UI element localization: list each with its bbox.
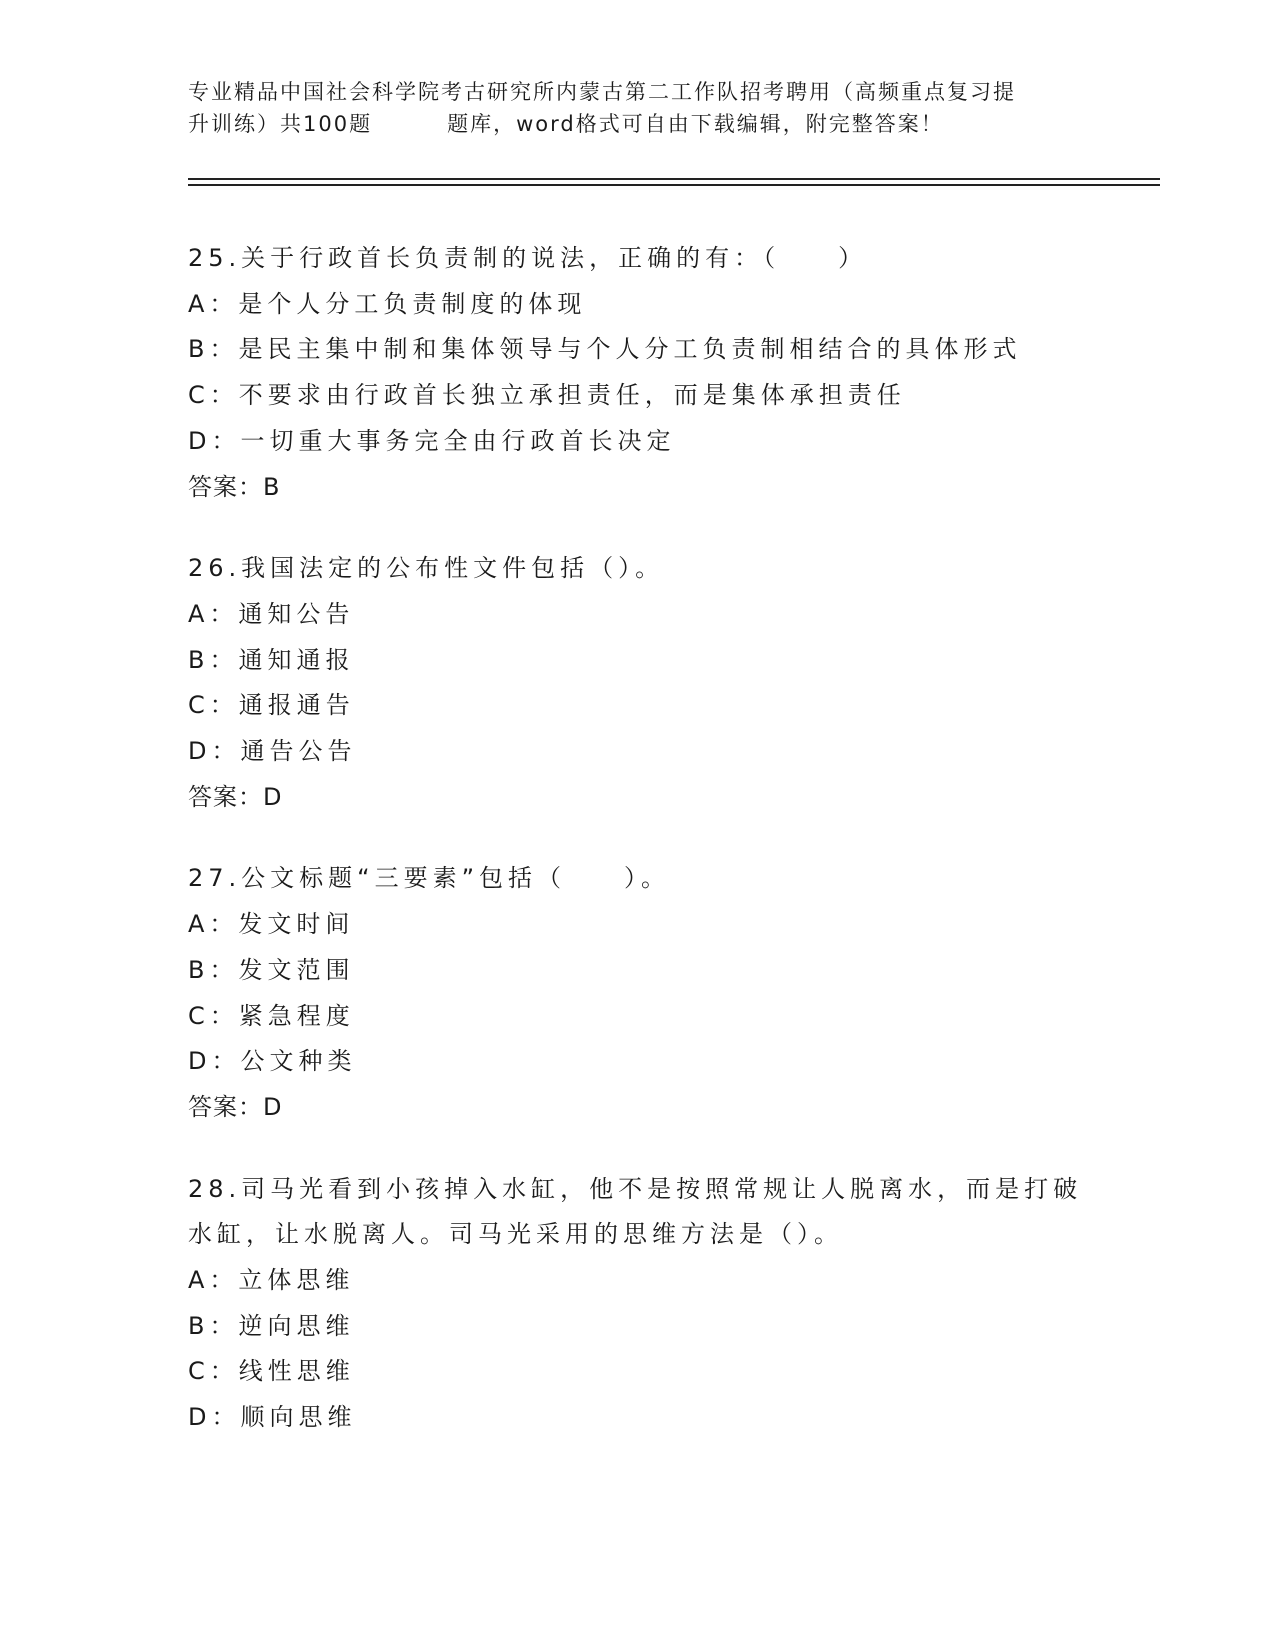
option-c: C：通报通告	[188, 691, 355, 720]
option-b: B：发文范围	[188, 955, 355, 984]
question-26	[188, 546, 1148, 820]
answer-line: 答案：D	[188, 1092, 283, 1121]
option-c: C：线性思维	[188, 1357, 355, 1386]
header-description: 题库，word格式可自由下载编辑，附完整答案！	[447, 112, 944, 136]
question-28	[188, 1167, 1148, 1441]
header-title-line1: 专业精品中国社会科学院考古研究所内蒙古第二工作队招考聘用（高频重点复习提	[188, 80, 1016, 104]
option-a: A：是个人分工负责制度的体现	[188, 289, 587, 318]
question-27	[188, 856, 1148, 1130]
question-25	[188, 236, 1148, 510]
question-stem: 27.公文标题“三要素”包括（ ）。	[188, 864, 671, 893]
option-b: B：是民主集中制和集体领导与个人分工负责制相结合的具体形式	[188, 335, 1022, 364]
header-divider-bottom	[188, 184, 1160, 186]
header-title-line2	[188, 108, 1088, 140]
question-stem-line2: 水缸，让水脱离人。司马光采用的思维方法是（）。	[188, 1220, 843, 1249]
option-c: C：紧急程度	[188, 1001, 355, 1030]
option-b: B：通知通报	[188, 645, 355, 674]
option-a: A：发文时间	[188, 910, 355, 939]
option-a: A：立体思维	[188, 1266, 355, 1295]
option-d: D：公文种类	[188, 1047, 357, 1076]
answer-line: 答案：D	[188, 782, 283, 811]
question-stem: 26.我国法定的公布性文件包括（）。	[188, 554, 665, 583]
option-d: D：顺向思维	[188, 1403, 357, 1432]
option-d: D：通告公告	[188, 737, 357, 766]
option-a: A：通知公告	[188, 599, 355, 628]
question-stem: 25.关于行政首长负责制的说法，正确的有：（ ）	[188, 244, 868, 272]
option-b: B：逆向思维	[188, 1311, 355, 1340]
option-c: C：不要求由行政首长独立承担责任，而是集体承担责任	[188, 381, 906, 410]
question-list	[188, 236, 1148, 1477]
answer-line: 答案：B	[188, 472, 281, 501]
question-stem-line1: 28.司马光看到小孩掉入水缸，他不是按照常规让人脱离水，而是打破	[188, 1174, 1083, 1203]
document-header	[188, 76, 1088, 140]
option-d: D：一切重大事务完全由行政首长决定	[188, 426, 676, 455]
header-divider-top	[188, 178, 1160, 180]
header-question-count: 升训练）共100题	[188, 112, 373, 136]
